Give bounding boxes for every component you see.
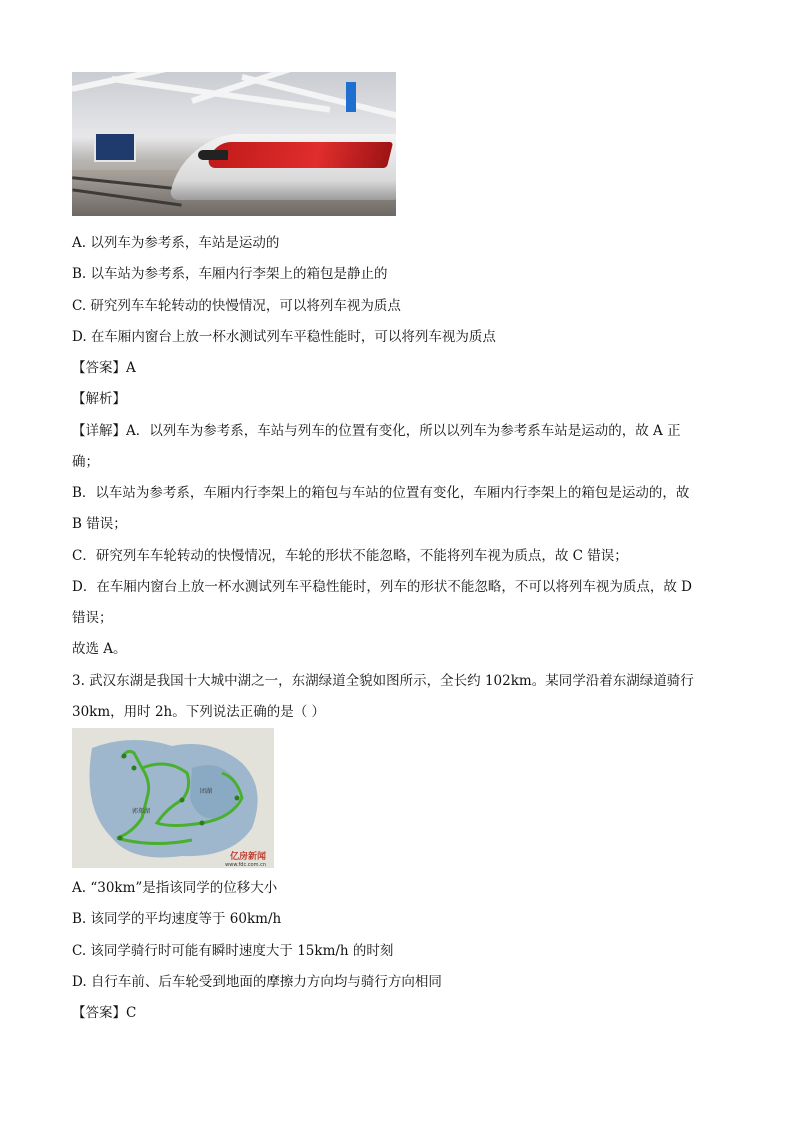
answer-label: 【答案】 xyxy=(72,1005,126,1021)
map-site: www.fdc.com.cn xyxy=(225,862,266,868)
q2-detail-line-4: B 错误； xyxy=(72,516,127,532)
q2-detail-line-7: 错误； xyxy=(72,610,113,626)
high-speed-train-photo xyxy=(72,72,396,216)
q2-detail-line-3: B．以车站为参考系，车厢内行李架上的箱包与车站的位置有变化，车厢内行李架上的箱包是运动的，故 xyxy=(72,485,690,501)
q3-option-d: D. 自行车前、后车轮受到地面的摩擦力方向均与骑行方向相同 xyxy=(72,974,442,990)
q3-option-a: A. “30km”是指该同学的位移大小 xyxy=(72,880,278,896)
q2-option-b: B. 以车站为参考系，车厢内行李架上的箱包是静止的 xyxy=(72,266,388,282)
east-lake-greenway-map xyxy=(72,728,274,868)
q2-detail-line-1 xyxy=(72,422,681,440)
q2-detail-line-5: C．研究列车车轮转动的快慢情况，车轮的形状不能忽略，不能将列车视为质点，故 C 错误； xyxy=(72,548,628,564)
q2-answer xyxy=(72,359,136,377)
q2-detail-line-2: 确； xyxy=(72,454,99,470)
q3-stem-line-2: 30km，用时 2h。下列说法正确的是（ ） xyxy=(72,704,326,720)
q2-option-c: C. 研究列车车轮转动的快慢情况，可以将列车视为质点 xyxy=(72,298,401,314)
q2-analysis-label: 【解析】 xyxy=(72,391,126,407)
q3-option-c: C. 该同学骑行时可能有瞬时速度大于 15km/h 的时刻 xyxy=(72,943,394,959)
detail-text: A．以列车为参考系，车站与列车的位置有变化，所以以列车为参考系车站是运动的，故 A 正 xyxy=(126,423,681,439)
map-logo-text: 亿房新闻 xyxy=(229,852,266,862)
map-graphic xyxy=(72,728,274,868)
q2-option-d: D. 在车厢内窗台上放一杯水测试列车平稳性能时，可以将列车视为质点 xyxy=(72,329,496,345)
answer-label: 【答案】 xyxy=(72,360,126,376)
q2-detail-line-6: D．在车厢内窗台上放一杯水测试列车平稳性能时，列车的形状不能忽略，不可以将列车视为质点，故 D xyxy=(72,579,692,595)
q2-option-a: A. 以列车为参考系，车站是运动的 xyxy=(72,235,280,251)
q3-option-b: B. 该同学的平均速度等于 60km/h xyxy=(72,911,282,927)
map-label-lake1: 郭郑湖 xyxy=(132,808,151,815)
map-logo xyxy=(230,849,266,862)
q3-stem-line-1: 3. 武汉东湖是我国十大城中湖之一，东湖绿道全貌如图所示，全长约 102km。某同学沿着东湖绿道骑行 xyxy=(72,673,694,689)
answer-value: C xyxy=(126,1005,137,1021)
q3-answer xyxy=(72,1004,136,1022)
q2-detail-line-8: 故选 A。 xyxy=(72,641,127,657)
map-label-lake2: 团湖 xyxy=(200,788,213,795)
answer-value: A xyxy=(126,360,136,376)
detail-label: 【详解】 xyxy=(72,423,126,439)
